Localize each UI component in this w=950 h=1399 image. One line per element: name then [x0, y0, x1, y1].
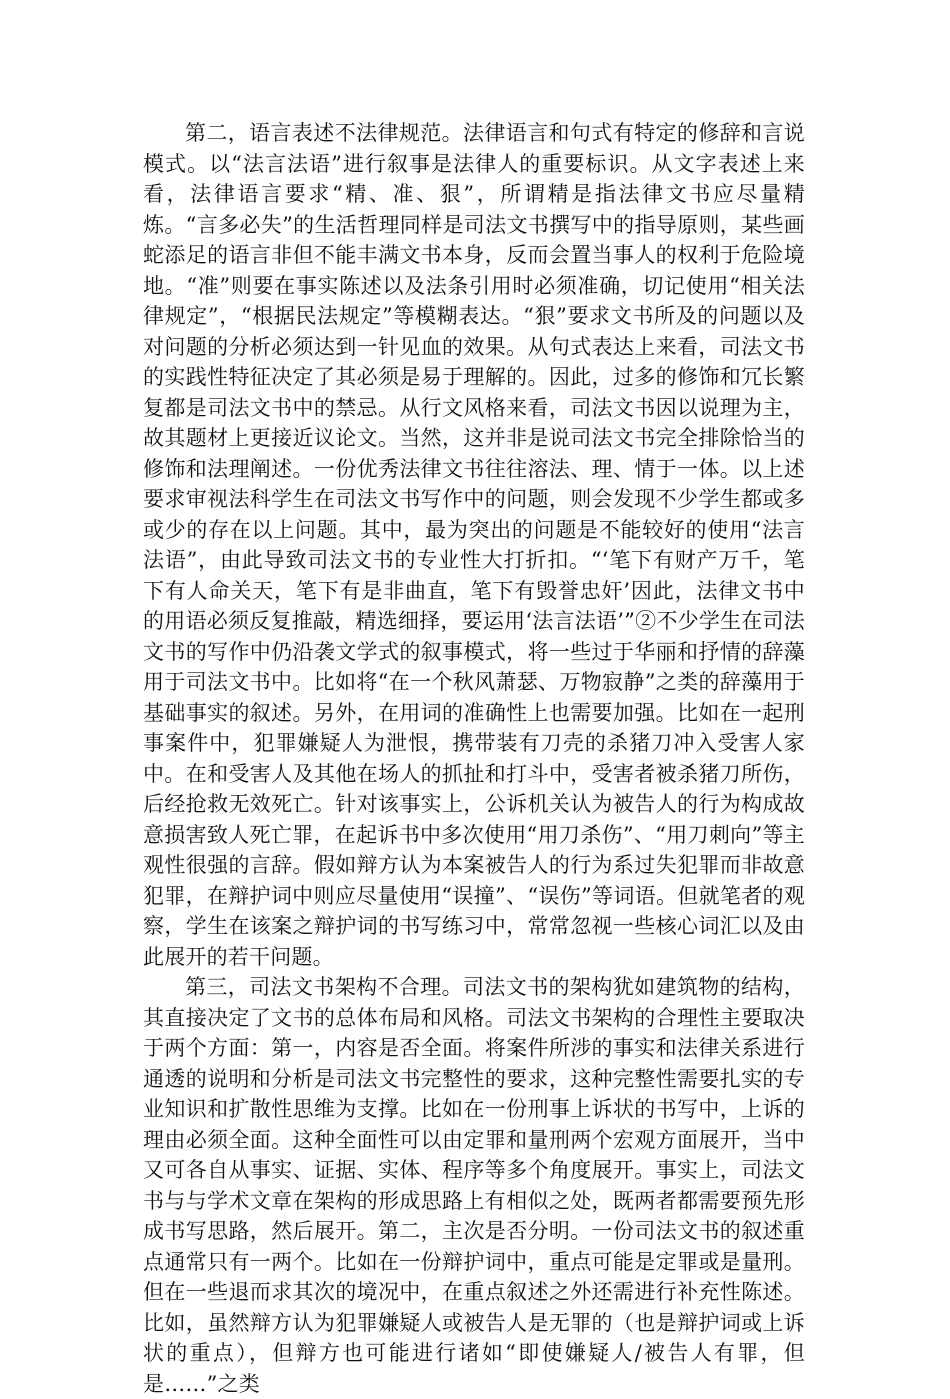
paragraph-document-structure: 第三，司法文书架构不合理。司法文书的架构犹如建筑物的结构，其直接决定了文书的总体布局和风格。司法文书架构的合理性主要取决于两个方面：第一，内容是否全面。将案件所涉的事实和法律关系进行通透的说明和分析是司法文书完整性的要求，这种完整性需要扎实的专业知识和扩散性思维为支撑。比如在一份刑事上诉状的书写中，上诉的理由必须全面。这种全面性可以由定罪和量刑两个宏观方面展开，当中又可各自从事实、证据、实体、程序等多个角度展开。事实上，司法文书与与学术文章在架构的形成思路上有相似之处，既两者都需要预先形成书写思路，然后展开。第二，主次是否分明。一份司法文书的叙述重点通常只有一两个。比如在一份辩护词中，重点可能是定罪或是量刑。但在一些退而求其次的境况中，在重点叙述之外还需进行补充性陈述。比如，虽然辩方认为犯罪嫌疑人或被告人是无罪的（也是辩护词或上诉状的重点），但辩方也可能进行诸如“即使嫌疑人/被告人有罪，但是……”之类: [143, 975, 805, 1396]
paragraph-language-norms: 第二，语言表述不法律规范。法律语言和句式有特定的修辞和言说模式。以“法言法语”进行叙事是法律人的重要标识。从文字表述上来看，法律语言要求“精、准、狠”，所谓精是指法律文书应尽量精炼。“言多必失”的生活哲理同样是司法文书撰写中的指导原则，某些画蛇添足的语言非但不能丰满文书本身，反而会置当事人的权利于危险境地。“准”则要在事实陈述以及法条引用时必须准确，切记使用“相关法律规定”，“根据民法规定”等模糊表达。“狠”要求文书所及的问题以及对问题的分析必须达到一针见血的效果。从句式表达上来看，司法文书的实践性特征决定了其必须是易于理解的。因此，过多的修饰和冗长繁复都是司法文书中的禁忌。从行文风格来看，司法文书因以说理为主，故其题材上更接近议论文。当然，这并非是说司法文书完全排除恰当的修饰和法理阐述。一份优秀法律文书往往溶法、理、情于一体。以上述要求审视法科学生在司法文书写作中的问题，则会发现不少学生都或多或少的存在以上问题。其中，最为突出的问题是不能较好的使用“法言法语”，由此导致司法文书的专业性大打折扣。“‘笔下有财产万千，笔下有人命关天，笔下有是非曲直，笔下有毁誉忠奸’因此，法律文书中的用语必须反复推敲，精选细择，要运用‘法言法语’”②不少学生在司法文书的写作中仍沿袭文学式的叙事模式，将一些过于华丽和抒情的辞藻用于司法文书中。比如将“在一个秋风萧瑟、万物寂静”之类的辞藻用于基础事实的叙述。另外，在用词的准确性上也需要加强。比如在一起刑事案件中，犯罪嫌疑人为泄恨，携带装有刀壳的杀猪刀冲入受害人家中。在和受害人及其他在场人的抓扯和打斗中，受害者被杀猪刀所伤，后经抢救无效死亡。针对该事实上，公诉机关认为被告人的行为构成故意损害致人死亡罪，在起诉书中多次使用“用刀杀伤”、“用刀刺向”等主观性很强的言辞。假如辩方认为本案被告人的行为系过失犯罪而非故意犯罪，在辩护词中则应尽量使用“误撞”、“误伤”等词语。但就笔者的观察，学生在该案之辩护词的书写练习中，常常忽视一些核心词汇以及由此展开的若干问题。: [143, 121, 805, 969]
document-body: [143, 118, 805, 1399]
